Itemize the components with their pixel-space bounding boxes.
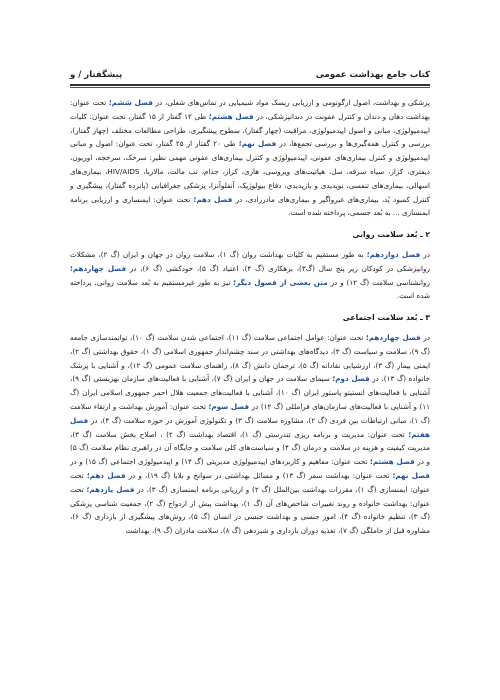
- chapter-reference: فصل چهاردهم؛: [365, 332, 421, 342]
- text-run: در: [420, 249, 430, 259]
- paragraph-social-health: [70, 331, 430, 538]
- chapter-reference: فصل هشتم؛: [369, 457, 415, 467]
- book-title: کتاب جامع بهداشت عمومی: [315, 70, 430, 80]
- chapter-reference: فصل سوم؛: [208, 401, 250, 411]
- text-run: نیز به طور غیرمستقیم به بُعد سلامت روانی، پرداخته شده است.: [70, 277, 430, 301]
- text-run: طی ۲۰ گفتار از ۲۵ گفتار، تحت عنوان: اصول و مبانی اپیدمیولوژی و کنترل بیماری‌های عفونی، اپیدمیولوژی و کنترل بیماری‌های عفونی مهمی نظیر: سرخک، سرخجه، اوریون، دیفتری، کزاز، سیاه سرفه، سل، هپاتیت‌های ویروسی، هاری، کزاز، جذام، تب مالت، مالاریا، HIV/AIDS، بیماری‌های اسهالی، بیماری‌های تنفسی، نوپدیدی و بازپدیدی، دفاع بیولوژیک، آنفلوآنزا، پزشکی جغرافیایی (پانزده گفتار)، پیشگیری و کنترل کمبود یُد، بیماری‌های غیرواگیر و بیماری‌های مادرزادی، در: [70, 139, 430, 204]
- text-run: تحت عنوان: بهداشت دهان و دندان و کنترل عفونت در دندانپزشکی، در: [70, 98, 431, 121]
- text-run: تحت عنوان: مدیریت و برنامه ریزی تندرستی (گ ۱)، اقتصاد بهداشت (گ ۲) ، اصلاح بخش سلامت (گ ۳)، مدیریت کیفیت و هزینه در سلامت و درمان (گ ۴) و سیاست‌های کلی سلامت و جایگاه آن در راهبری نظام سلامت (گ ۵) و در: [70, 429, 431, 467]
- chapter-reference: فصل دهم؛: [193, 194, 233, 204]
- text-run: تحت عنوان: عوامل اجتماعی سلامت (گ ۱۱)، اجتماعی شدن سلامت (گ ۱۰)، توانمندسازی جامعه (گ ۹)، سلامت و سیاست (گ ۴)، دیدگاه‌های بهداشتی در سند چشم‌انداز جمهوری اسلامی (گ ۱)، حقوق بهداشتی (گ ۲)، ایمنی بیمار (گ ۳)، ارزشیابی نقادانه (گ ۵)، ترجمان دانش (گ ۸)، راهنمای سلامت عمومی (گ ۱۲)، و آشنایی با پزشک خانواده (گ ۱۳)، در: [70, 332, 431, 384]
- section-heading-social-health: ۳ ـ بُعد سلامت اجتماعی: [342, 313, 430, 323]
- chapter-reference: فصل نهم؛: [392, 470, 430, 480]
- text-run: تحت عنوان: ایمنسازی (گ ۱)، مقررات بهداشت بین‌الملل (گ ۲) و ارزیابی برنامه ایمنسازی (گ ۳)، در: [70, 470, 430, 494]
- body-text: [70, 96, 430, 538]
- chapter-reference: فصل دوم؛: [332, 374, 370, 384]
- chapter-reference: فصل دهم؛: [86, 470, 126, 480]
- running-header: [70, 66, 430, 80]
- paragraph-mental-health: [70, 248, 430, 303]
- chapter-reference: فصل هشتم؛: [208, 111, 254, 121]
- text-run: طی ۱۲ گفتار از ۱۵ گفتار، تحت عنوان: کلیات اپیدمیولوژی، مبانی و اصول اپیدمیولوژی، مراقبت (چهار گفتار)، سطوح پیشگیری، طراحی مطالعات مختلف (چهار گفتار)، بررسی و کنترل همه‌گیری‌ها و بررسی تجمع‌ها، در: [70, 111, 431, 149]
- chapter-reference: فصل دوازدهم؛: [366, 249, 421, 259]
- header-rule: [70, 84, 430, 86]
- text-run: تحت عنوان: بهداشت سفر (گ ۱۳) و مسائل بهداشتی در سوانح و بلایا (گ ۱۹)، و در: [125, 470, 393, 480]
- chapter-reference: فصل چهاردهم؛: [70, 263, 127, 273]
- section-heading-mental-health: ۲ ـ بُعد سلامت روانی: [352, 230, 430, 240]
- text-run: در: [420, 332, 430, 342]
- paragraph-1: [70, 96, 430, 220]
- text-run: پزشکی و بهداشت، اصول ارگونومی و ارزیابی ریسک مواد شیمیایی در تماس‌های شغلی، در: [152, 98, 430, 107]
- chapter-reference: فصل یازدهم؛: [86, 484, 135, 494]
- text-run: تحت عنوان: ایمنسازی و ارزیابی برنامه ایمنسازی ... به بُعد جسمی، پرداخته شده است.: [70, 194, 430, 218]
- chapter-reference: فصل نهم؛: [238, 139, 277, 149]
- text-run: تحت عنوان: مفاهیم و کاربردهای اپیدمیولوژی مدیریتی (گ ۱۴) و اپیدمیولوژی اجتماعی (گ ۱۵) و در: [70, 457, 370, 467]
- chapter-reference: فصل هفتم؛: [70, 415, 431, 439]
- text-run: تحت عنوان: آموزش بهداشت و ارتقاء سلامت (گ ۱)، مبانی ارتباطات بین فردی (گ ۲)، مشاوره سلامت (گ ۳) و تکنولوژی آموزش در حوزه سلامت (گ ۴)، در: [70, 401, 430, 425]
- text-run: روانشناسی سلامت (گ ۱۲) و در: [327, 277, 430, 287]
- chapter-reference: متن بعضی از فصول دیگر؛: [233, 277, 328, 287]
- text-run: سیمای سلامت در جهان و ایران (گ ۷)، آشنایی با فعالیت‌های سازمان بهزیستی (گ ۹)، آشنایی با فعالیت‌های انستیتو پاستور ایران (گ ۱۰)، آشنایی با فعالیت‌های جمعیت هلال احمر جمهوری اسلامی ایران (گ ۱۱) و آشنایی با فعالیت‌های سازمان‌های فرامللی (گ ۱۲) در: [70, 374, 430, 411]
- page-folio: پیشگفتار / و: [70, 70, 123, 80]
- chapter-reference: فصل ششم؛: [108, 98, 153, 107]
- header-rule-thin: [70, 87, 430, 88]
- text-run: تحت عنوان: بهداشت خانواده و روند تغییرات شاخص‌های آن (گ ۱)، بهداشت پیش از ازدواج (گ ۲)، جمعیت شناسی پزشکی (گ ۳)، تنظیم خانواده (گ ۴)، امور جنسی و بهداشت جنسی در انسان (گ ۵)، روش‌های پیشگیری از بارداری (گ ۶)، مشاوره قبل از حاملگی (گ ۷)، تغذیه دوران بارداری و شیردهی (گ ۸)، سلامت مادران (گ ۹)، بهداشت: [70, 484, 431, 536]
- text-run: به طور مستقیم به کلیات بهداشت روان (گ ۱)، سلامت روان در جهان و ایران (گ ۲)، مشکلات روانپزشکی در کودکان زیر پنج سال (گ۳)، بزهکاری (گ ۴)، اعتیاد (گ ۵)، خودکشی (گ ۶)، در: [70, 249, 430, 273]
